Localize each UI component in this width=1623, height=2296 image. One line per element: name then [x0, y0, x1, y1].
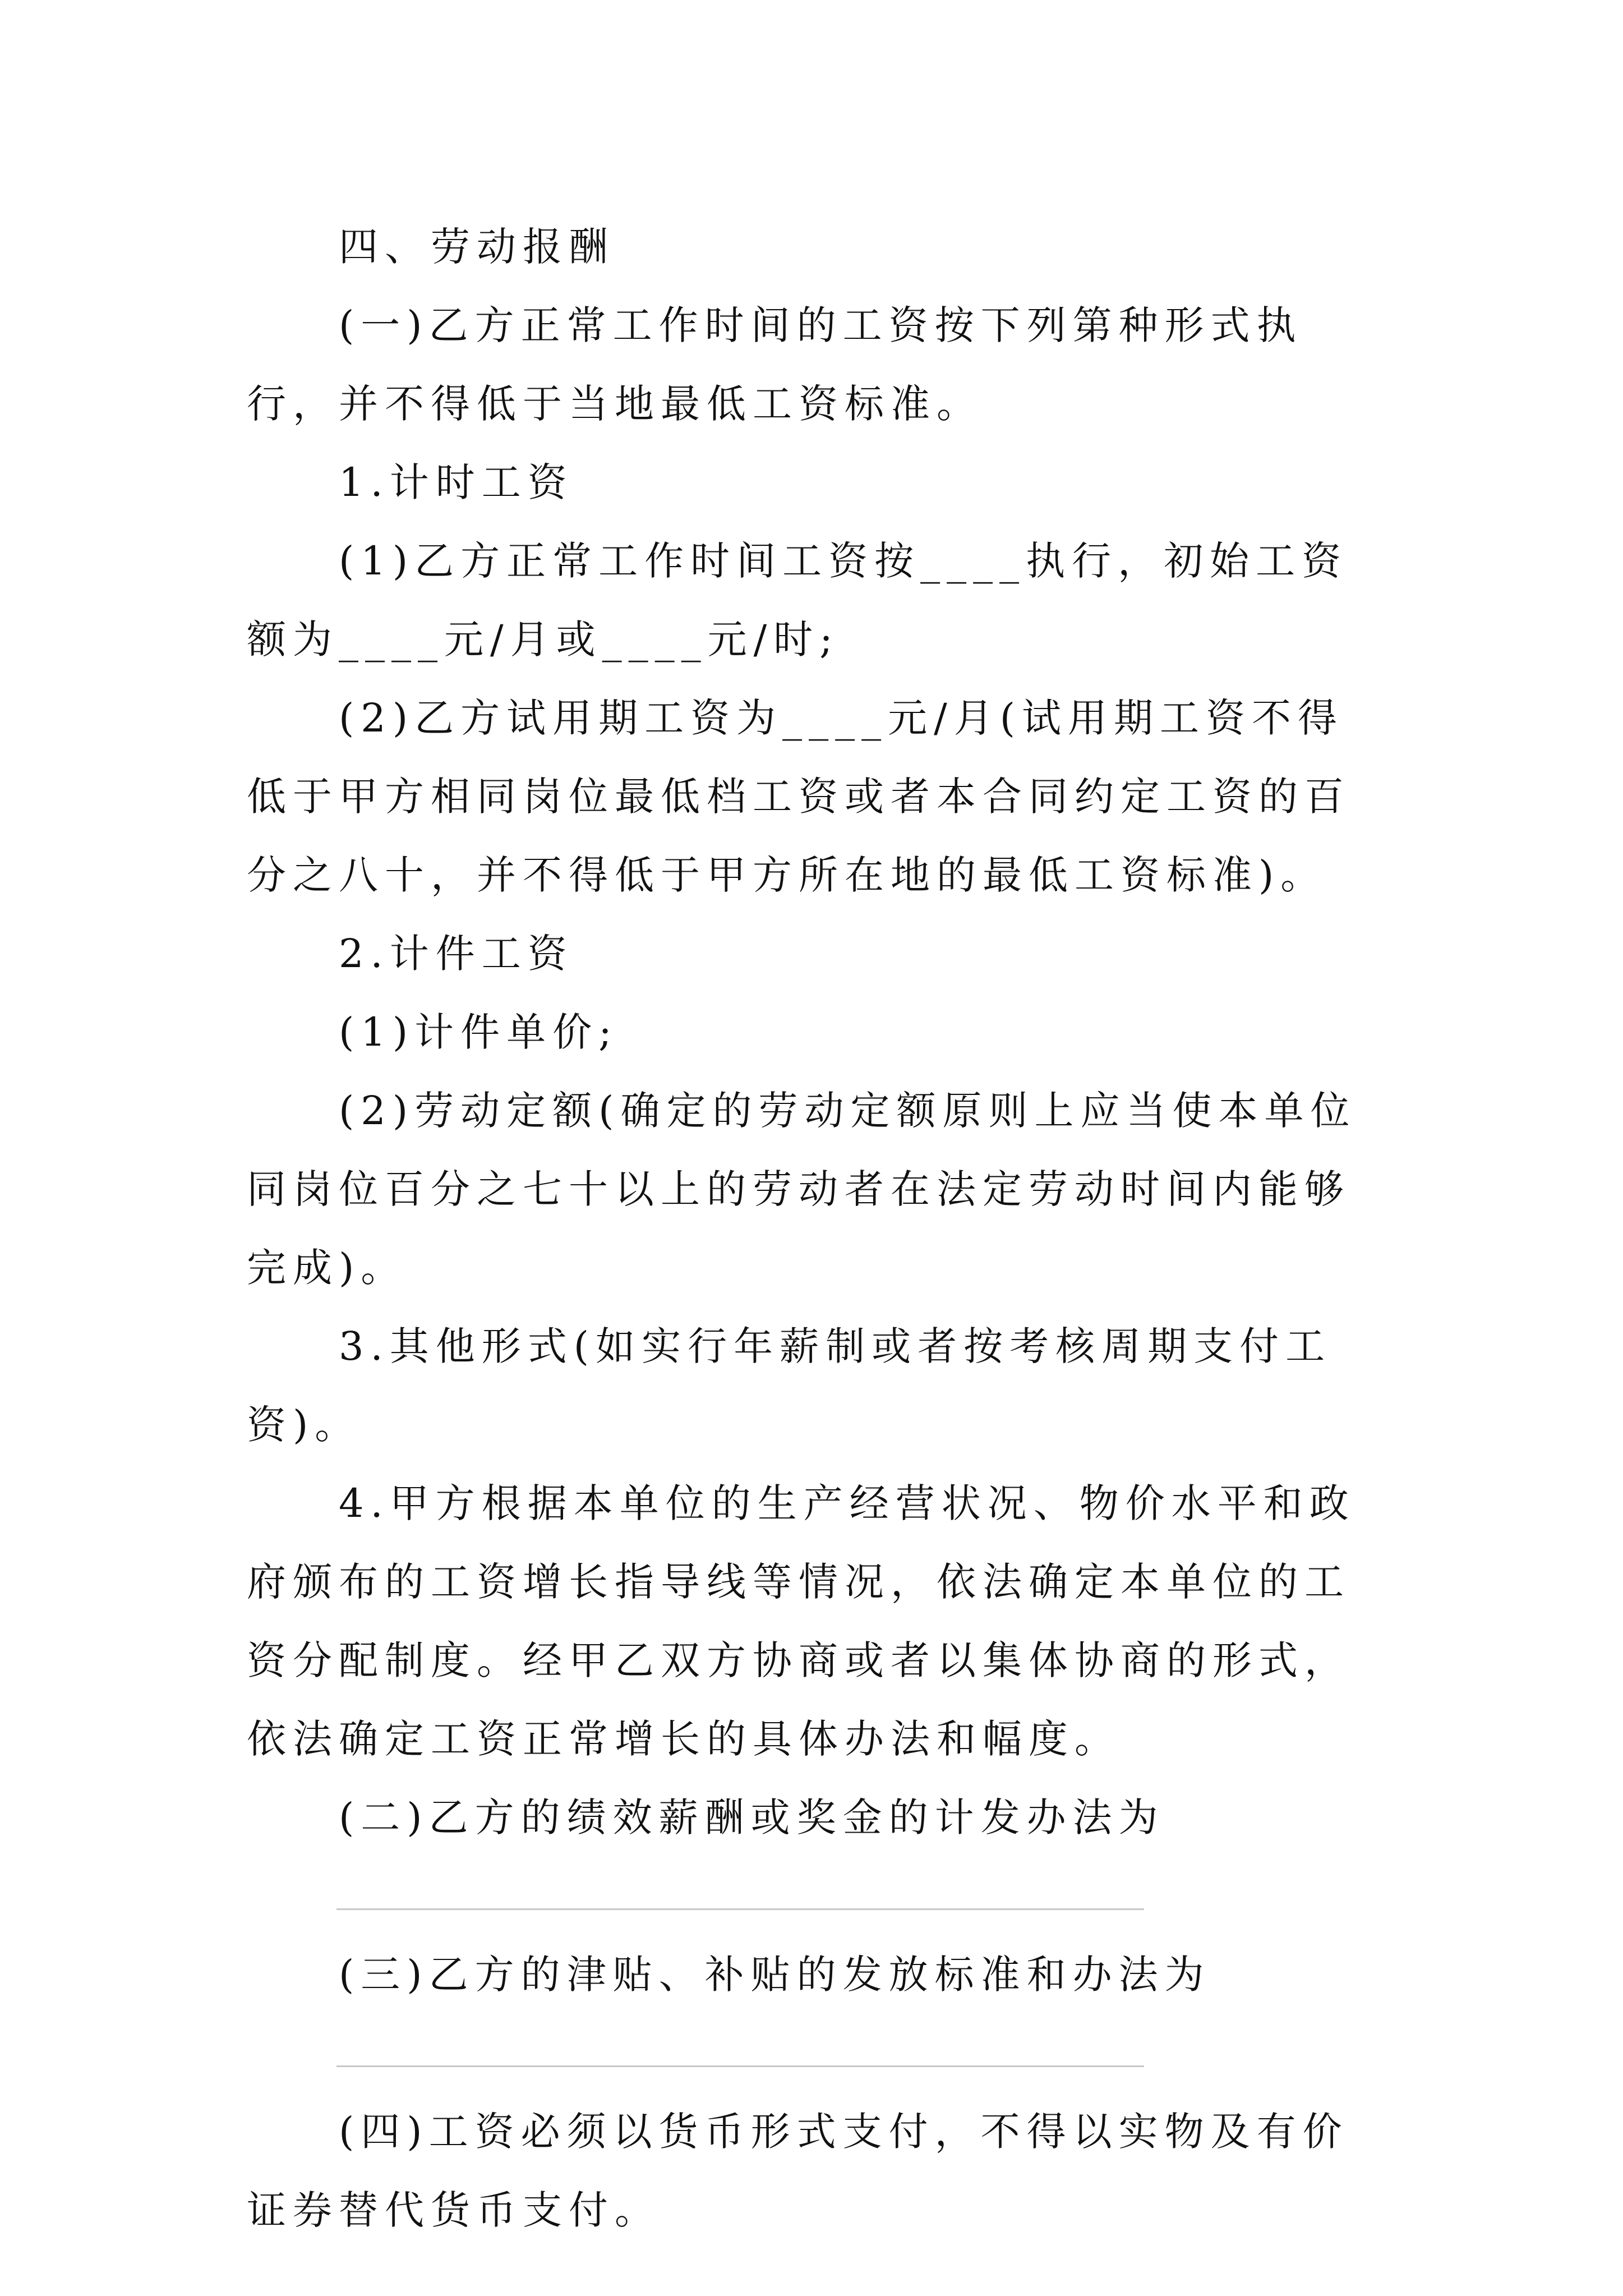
fill-in-rule: [336, 2065, 1144, 2067]
paragraph-hourly-wage-item-2: (2)乙方试用期工资为____元/月(试用期工资不得低于甲方相同岗位最低档工资或者本合同约定工资的百分之八十，并不得低于甲方所在地的最低工资标准)。: [247, 695, 1350, 898]
fill-in-rule: [336, 1908, 1144, 1910]
section-heading-labor-remuneration: 四、劳动报酬: [339, 224, 615, 270]
paragraph-other-forms: 3.其他形式(如实行年薪制或者按考核周期支付工资)。: [247, 1323, 1332, 1448]
fill-in-line-clause-3: [247, 2014, 1380, 2092]
paragraph-clause-1: (一)乙方正常工作时间的工资按下列第种形式执行，并不得低于当地最低工资标准。: [247, 302, 1303, 427]
paragraph-wage-system: 4.甲方根据本单位的生产经营状况、物价水平和政府颁布的工资增长指导线等情况，依法确定本单位的工资分配制度。经甲乙双方协商或者以集体协商的形式，依法确定工资正常增长的具体办法和幅度。: [247, 1480, 1355, 1762]
paragraph-hourly-wage-heading: 1.计时工资: [339, 459, 574, 505]
paragraph-clause-2: (二)乙方的绩效薪酬或奖金的计发办法为: [339, 1795, 1165, 1841]
paragraph-piece-wage-item-1: (1)计件单价;: [339, 1009, 619, 1055]
paragraph-piece-wage-item-2: (2)劳动定额(确定的劳动定额原则上应当使本单位同岗位百分之七十以上的劳动者在法定劳动时间内能够完成)。: [247, 1088, 1357, 1291]
paragraph-clause-3: (三)乙方的津贴、补贴的发放标准和办法为: [339, 1952, 1211, 1998]
paragraph-hourly-wage-item-1: (1)乙方正常工作时间工资按____执行，初始工资额为____元/月或____元/时;: [247, 538, 1348, 662]
document-body: [247, 208, 1380, 2249]
paragraph-piece-wage-heading: 2.计件工资: [339, 931, 574, 977]
fill-in-line-clause-2: [247, 1857, 1380, 1935]
paragraph-clause-4: (四)工资必须以货币形式支付，不得以实物及有价证券替代货币支付。: [247, 2109, 1349, 2233]
